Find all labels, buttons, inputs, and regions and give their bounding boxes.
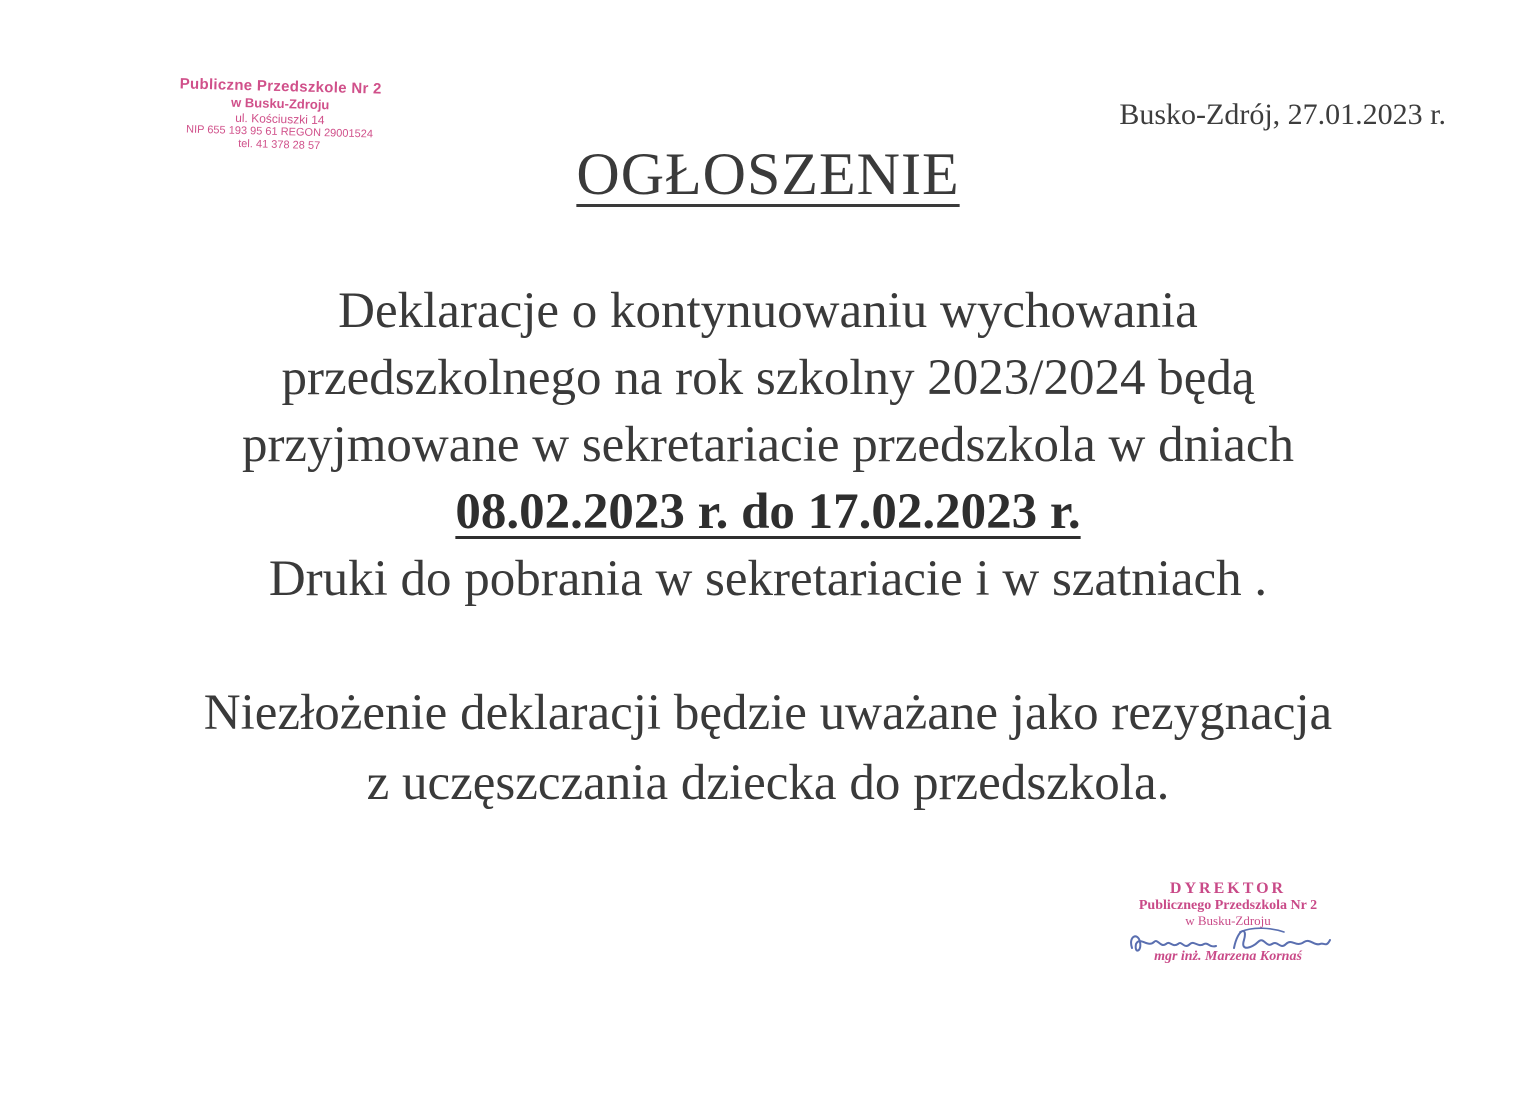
place-date: Busko-Zdrój, 27.01.2023 r. <box>1119 98 1446 131</box>
body-line: Deklaracje o kontynuowaniu wychowania <box>338 283 1198 339</box>
stamp-city: w Busku-Zdroju <box>230 94 330 113</box>
handwritten-signature <box>1124 918 1334 962</box>
stamp-phone: tel. 41 378 28 57 <box>238 138 321 153</box>
stamp-city: w Busku-Zdroju <box>1185 913 1271 929</box>
body-line: przedszkolnego na rok szkolny 2023/2024 będą <box>281 350 1255 406</box>
page-title <box>0 140 1536 209</box>
submission-dates: 08.02.2023 r. do 17.02.2023 r. <box>455 484 1081 540</box>
notice-paragraph <box>0 678 1536 818</box>
announcement-body <box>0 278 1536 613</box>
body-line: Druki do pobrania w sekretariacie i w szatniach . <box>268 551 1268 607</box>
notice-line: z uczęszczania dziecka do przedszkola. <box>366 755 1170 811</box>
stamp-institution: Publicznego Przedszkola Nr 2 <box>1138 898 1318 914</box>
stamp-director-name: mgr inż. Marzena Kornaś <box>1154 949 1302 965</box>
title-text: OGŁOSZENIE <box>576 141 960 207</box>
stamp-nip-regon: NIP 655 193 95 61 REGON 29001524 <box>185 123 374 141</box>
body-dates-line <box>0 479 1536 546</box>
body-line: przyjmowane w sekretariacie przedszkola w dniach <box>241 417 1295 473</box>
stamp-school-name: Publiczne Przedszkole Nr 2 <box>179 75 382 98</box>
stamp-role: DYREKTOR <box>1169 880 1287 897</box>
stamp-address: ul. Kościuszki 14 <box>235 110 325 127</box>
notice-line: Niezłożenie deklaracji będzie uważane jako rezygnacja <box>203 685 1333 741</box>
